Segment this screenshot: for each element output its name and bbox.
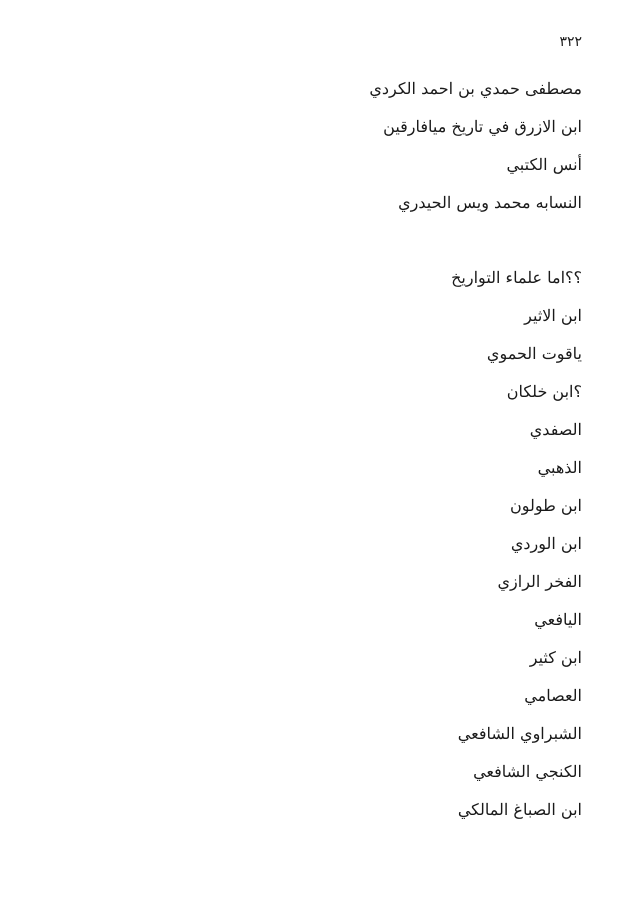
historians-list <box>451 259 582 829</box>
list-item: الذهبي <box>537 458 582 477</box>
list-item: أنس الكتبي <box>506 155 582 174</box>
list-item: مصطفى حمدي بن احمد الكردي <box>369 79 582 98</box>
list-item: الشبراوي الشافعي <box>457 724 582 743</box>
list-item: الصفدي <box>529 420 582 439</box>
list-item: ابن كثير <box>529 648 582 667</box>
page-number: ٣٢٢ <box>559 34 582 50</box>
list-heading: ؟؟اما علماء التواريخ <box>451 268 582 287</box>
list-item: النسابه محمد ويس الحيدري <box>398 193 582 212</box>
list-item: الفخر الرازي <box>497 572 582 591</box>
list-item: ابن الاثير <box>524 306 582 325</box>
list-item: اليافعي <box>534 610 582 629</box>
list-item: ابن الوردي <box>510 534 582 553</box>
names-list-top <box>369 70 582 222</box>
list-item: ابن الصباغ المالكي <box>457 800 582 819</box>
list-item: ابن طولون <box>509 496 582 515</box>
list-item: الكنجي الشافعي <box>473 762 582 781</box>
list-item: ابن الازرق في تاريخ ميافارقين <box>383 117 582 136</box>
list-item: العصامي <box>524 686 582 705</box>
list-item: ؟ابن خلكان <box>506 382 582 401</box>
list-item: ياقوت الحموي <box>486 344 582 363</box>
